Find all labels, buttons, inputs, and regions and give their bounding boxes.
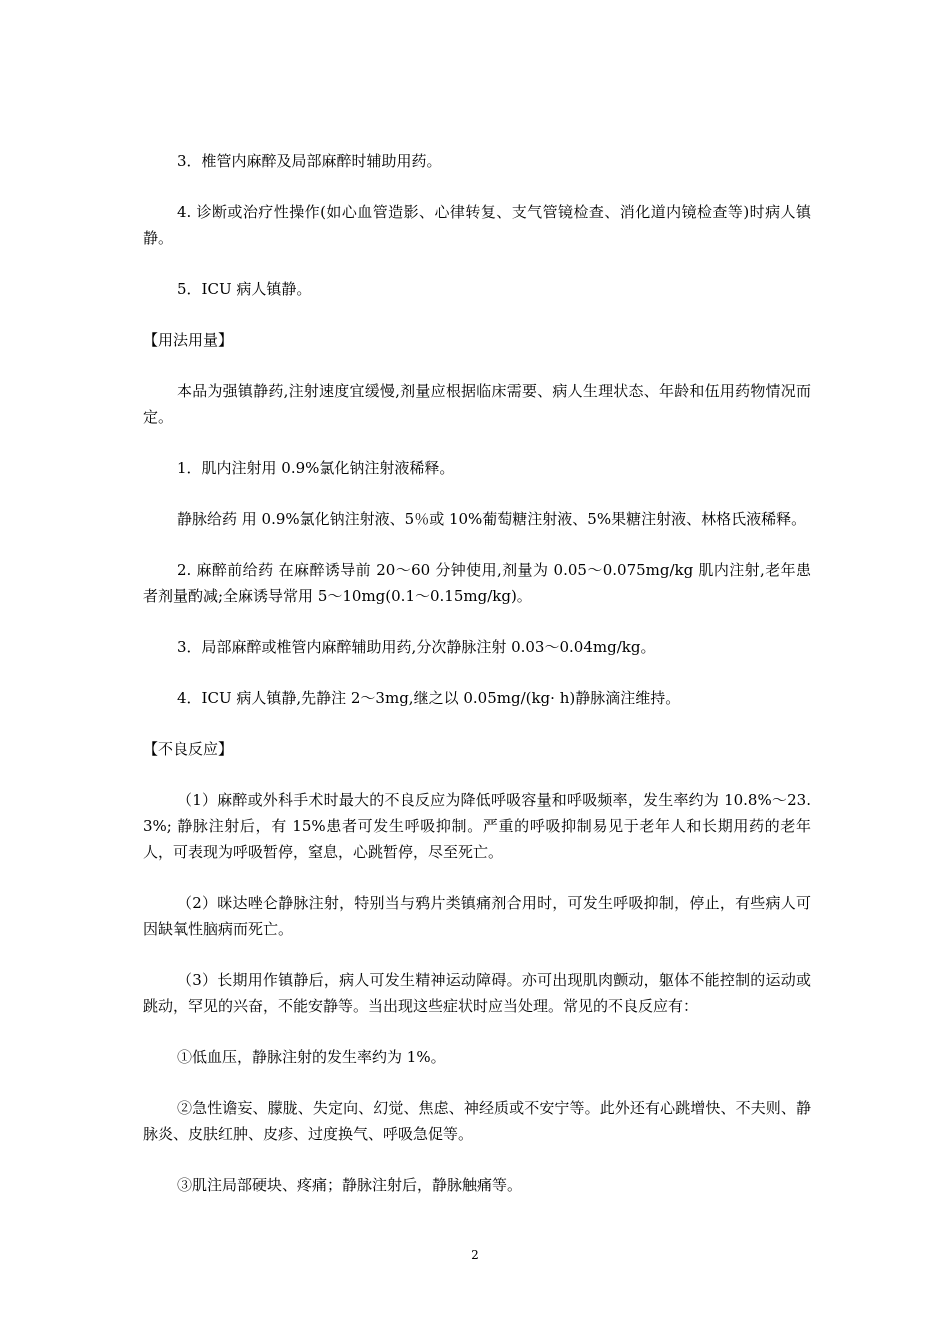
section-heading-adverse: 【不良反应】 [143,740,234,758]
item-icu-sedation: 5．ICU 病人镇静。 [177,280,312,298]
dosage-intro: 本品为强镇静药,注射速度宜缓慢,剂量应根据临床需要、病人生理状态、年龄和伍用药物情况而定。 [143,382,811,426]
item-procedural-sedation: 4. 诊断或治疗性操作(如心血管造影、心律转复、支气管镜检查、消化道内镜检查等)时病人镇静。 [143,203,811,247]
document-body [143,148,811,1198]
item-epidural-adjunct: 3．椎管内麻醉及局部麻醉时辅助用药。 [177,152,442,170]
dosage-regional-adjunct: 3．局部麻醉或椎管内麻醉辅助用药,分次静脉注射 0.03～0.04mg/kg。 [177,638,656,656]
adverse-subitem-1: ①低血压，静脉注射的发生率约为 1%。 [177,1048,446,1066]
adverse-item-3: （3）长期用作镇静后，病人可发生精神运动障碍。亦可出现肌肉颤动，躯体不能控制的运动或跳动，罕见的兴奋，不能安静等。当出现这些症状时应当处理。常见的不良反应有： [143,971,811,1015]
adverse-subitem-3: ③肌注局部硬块、疼痛；静脉注射后，静脉触痛等。 [177,1176,523,1194]
adverse-item-1: （1）麻醉或外科手术时最大的不良反应为降低呼吸容量和呼吸频率，发生率约为 10.8%～23.3%; 静脉注射后，有 15%患者可发生呼吸抑制。严重的呼吸抑制易见于老年人和长期用药的老年人，可表现为呼吸暂停，窒息，心跳暂停，尽至死亡。 [143,791,811,861]
page-number: 2 [471,1248,479,1262]
dosage-icu: 4．ICU 病人镇静,先静注 2～3mg,继之以 0.05mg/(kg· h)静脉滴注维持。 [177,689,681,707]
adverse-subitem-2: ②急性谵妄、朦胧、失定向、幻觉、焦虑、神经质或不安宁等。此外还有心跳增快、不夫则、静脉炎、皮肤红肿、皮疹、过度换气、呼吸急促等。 [143,1099,811,1143]
dosage-premedication: 2. 麻醉前给药 在麻醉诱导前 20～60 分钟使用,剂量为 0.05～0.075mg/kg 肌内注射,老年患者剂量酌减;全麻诱导常用 5～10mg(0.1～0.15mg/kg)。 [143,561,811,605]
dosage-iv-dilution: 静脉给药 用 0.9%氯化钠注射液、5％或 10%葡萄糖注射液、5%果糖注射液、林格氏液稀释。 [177,510,807,528]
section-heading-dosage: 【用法用量】 [143,331,234,349]
dosage-im-dilution: 1．肌内注射用 0.9%氯化钠注射液稀释。 [177,459,455,477]
adverse-item-2: （2）咪达唑仑静脉注射，特别当与鸦片类镇痛剂合用时，可发生呼吸抑制，停止，有些病人可因缺氧性脑病而死亡。 [143,894,811,938]
